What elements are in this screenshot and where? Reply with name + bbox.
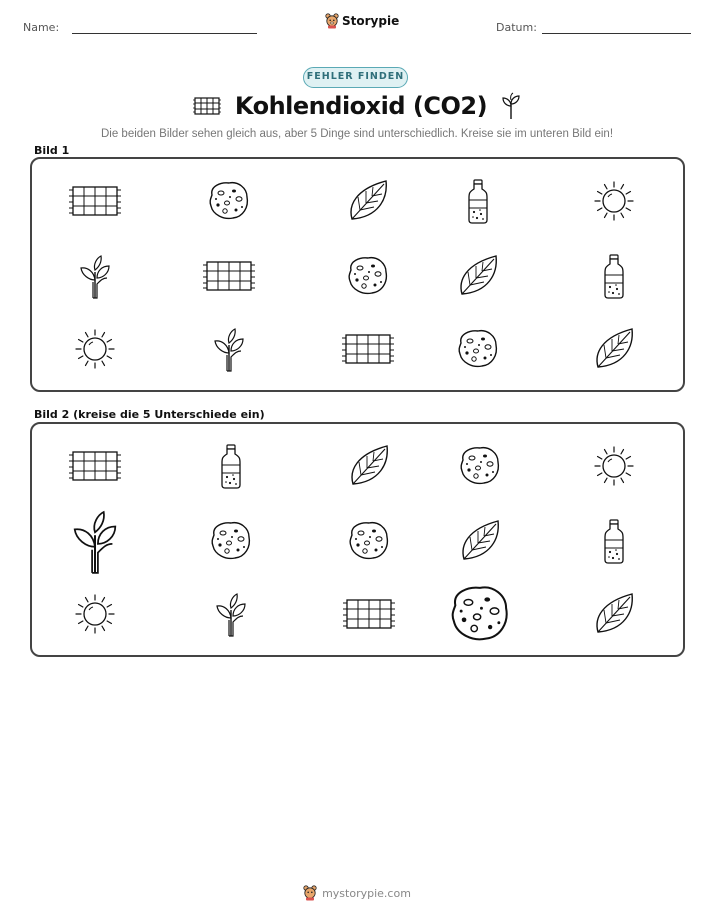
picture-2-label: Bild 2 (kreise die 5 Unterschiede ein) — [34, 408, 265, 421]
title-row — [0, 92, 714, 120]
coal-plant-icon[interactable] — [343, 600, 395, 628]
coal-rock-icon[interactable] — [350, 523, 387, 559]
page-title: Kohlendioxid (CO2) — [234, 92, 488, 120]
sun-icon — [76, 330, 114, 368]
instructions: Die beiden Bilder sehen gleich aus, aber 5 Dinge sind unterschiedlich. Kreise sie im unteren Bild ein! — [100, 128, 614, 140]
picture-1-panel — [30, 157, 685, 392]
bear-icon — [325, 13, 339, 29]
coal-plant-icon — [193, 96, 221, 116]
soda-bottle-icon[interactable] — [222, 445, 240, 488]
soda-bottle-icon — [469, 180, 487, 223]
sun-icon[interactable] — [76, 595, 114, 633]
date-line[interactable] — [542, 33, 691, 34]
picture-2-panel[interactable] — [30, 422, 685, 657]
coal-plant-icon — [342, 335, 394, 363]
coal-plant-icon[interactable] — [69, 452, 121, 480]
coal-rock-icon[interactable] — [453, 587, 507, 639]
sapling-icon — [501, 92, 521, 120]
sapling-icon — [81, 256, 109, 298]
sun-icon[interactable] — [595, 447, 633, 485]
sapling-icon — [215, 329, 243, 371]
leaf-icon — [351, 181, 386, 219]
brand-logo — [325, 13, 399, 29]
date-label: Datum: — [496, 21, 537, 34]
coal-rock-icon[interactable] — [461, 448, 498, 484]
coal-rock-icon — [210, 183, 247, 219]
leaf-icon — [597, 329, 632, 367]
leaf-icon[interactable] — [352, 446, 387, 484]
soda-bottle-icon — [605, 255, 623, 298]
coal-plant-icon — [69, 187, 121, 215]
activity-badge: FEHLER FINDEN — [303, 67, 408, 88]
coal-rock-icon[interactable] — [212, 523, 249, 559]
soda-bottle-icon[interactable] — [605, 520, 623, 563]
coal-plant-icon — [203, 262, 255, 290]
leaf-icon[interactable] — [463, 521, 498, 559]
footer — [0, 885, 714, 901]
picture-1-grid — [32, 159, 683, 390]
brand-name: Storypie — [342, 14, 400, 28]
leaf-icon[interactable] — [597, 594, 632, 632]
picture-2-grid[interactable] — [32, 424, 683, 655]
picture-1-label: Bild 1 — [34, 144, 70, 157]
bear-icon — [303, 885, 317, 901]
footer-url: mystorypie.com — [322, 886, 411, 900]
sun-icon — [595, 182, 633, 220]
coal-rock-icon — [349, 258, 386, 294]
leaf-icon — [461, 256, 496, 294]
name-line[interactable] — [72, 33, 257, 34]
name-label: Name: — [23, 21, 60, 34]
sapling-icon[interactable] — [75, 512, 116, 573]
coal-rock-icon — [459, 331, 496, 367]
sapling-icon[interactable] — [217, 594, 245, 636]
